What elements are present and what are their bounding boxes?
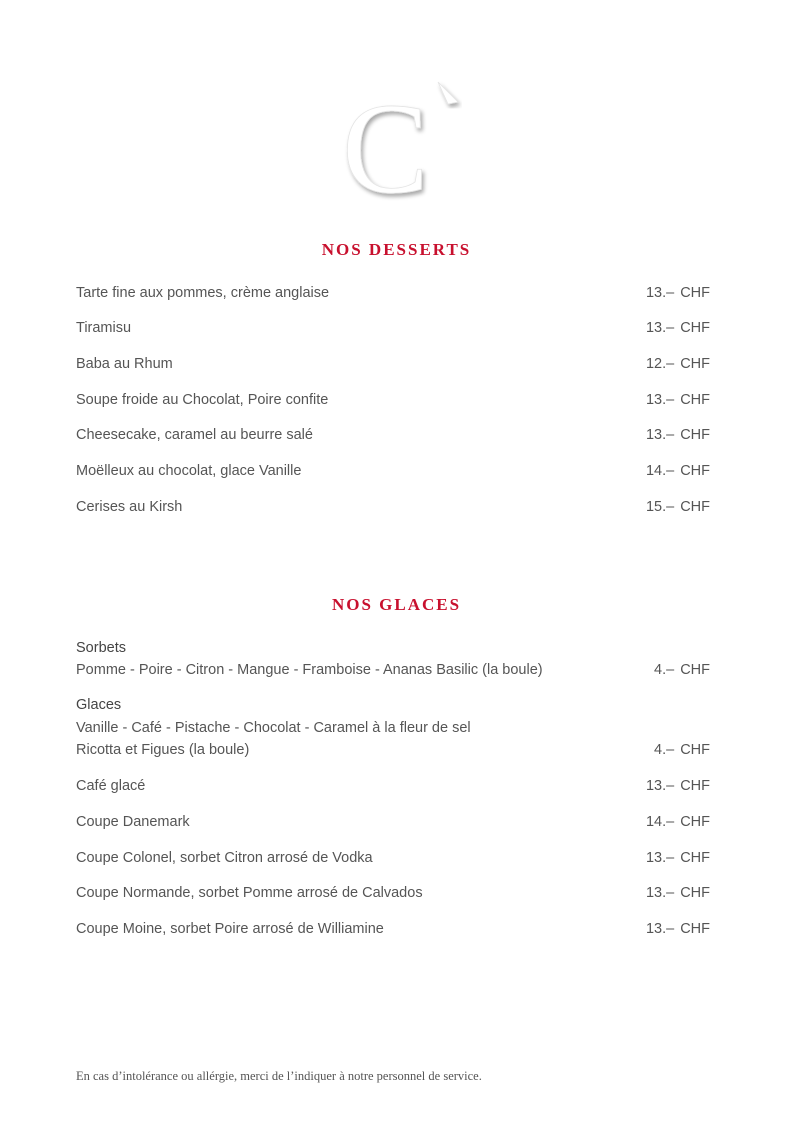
item-price: 13.– CHF xyxy=(645,778,710,794)
item-name: Café glacé xyxy=(76,778,146,794)
item-name: Coupe Moine, sorbet Poire arrosé de Williamine xyxy=(76,921,384,937)
item-name: Tarte fine aux pommes, crème anglaise xyxy=(76,285,330,301)
item-name: Vanille - Café - Pistache - Chocolat - Caramel à la fleur de sel xyxy=(76,720,471,736)
item-price: 13.– CHF xyxy=(645,885,710,901)
item-name: Pomme - Poire - Citron - Mangue - Framboise - Ananas Basilic (la boule) xyxy=(76,662,543,678)
item-name: Coupe Normande, sorbet Pomme arrosé de Calvados xyxy=(76,885,423,901)
item-price: 4.– CHF xyxy=(654,742,710,758)
item-price: 13.– CHF xyxy=(645,285,710,301)
item-price: 15.– CHF xyxy=(645,499,710,515)
item-name: Coupe Colonel, sorbet Citron arrosé de Vodka xyxy=(76,850,373,866)
item-name: Cerises au Kirsh xyxy=(76,499,183,515)
monogram-logo-icon xyxy=(330,74,470,204)
item-name: Moëlleux au chocolat, glace Vanille xyxy=(76,463,302,479)
item-name: Soupe froide au Chocolat, Poire confite xyxy=(76,392,329,408)
item-price: 4.– CHF xyxy=(654,662,710,678)
allergy-note: En cas d’intolérance ou allérgie, merci de l’indiquer à notre personnel de service. xyxy=(76,1069,482,1083)
glaces-subheading: Glaces xyxy=(76,697,122,713)
item-name: Tiramisu xyxy=(76,320,132,336)
item-price: 14.– CHF xyxy=(645,814,710,830)
item-price: 13.– CHF xyxy=(645,850,710,866)
item-name: Baba au Rhum xyxy=(76,356,173,372)
desserts-heading: NOS DESSERTS xyxy=(321,240,472,259)
item-price: 13.– CHF xyxy=(645,921,710,937)
item-name: Coupe Danemark xyxy=(76,814,190,830)
item-price: 14.– CHF xyxy=(645,463,710,479)
item-name: Cheesecake, caramel au beurre salé xyxy=(76,427,313,443)
glaces-heading: NOS GLACES xyxy=(331,595,462,614)
item-price: 13.– CHF xyxy=(645,427,710,443)
item-name: Ricotta et Figues (la boule) xyxy=(76,742,250,758)
svg-text:C: C xyxy=(342,77,429,204)
item-price: 13.– CHF xyxy=(645,320,710,336)
sorbets-subheading: Sorbets xyxy=(76,640,126,656)
item-price: 13.– CHF xyxy=(645,392,710,408)
item-price: 12.– CHF xyxy=(645,356,710,372)
